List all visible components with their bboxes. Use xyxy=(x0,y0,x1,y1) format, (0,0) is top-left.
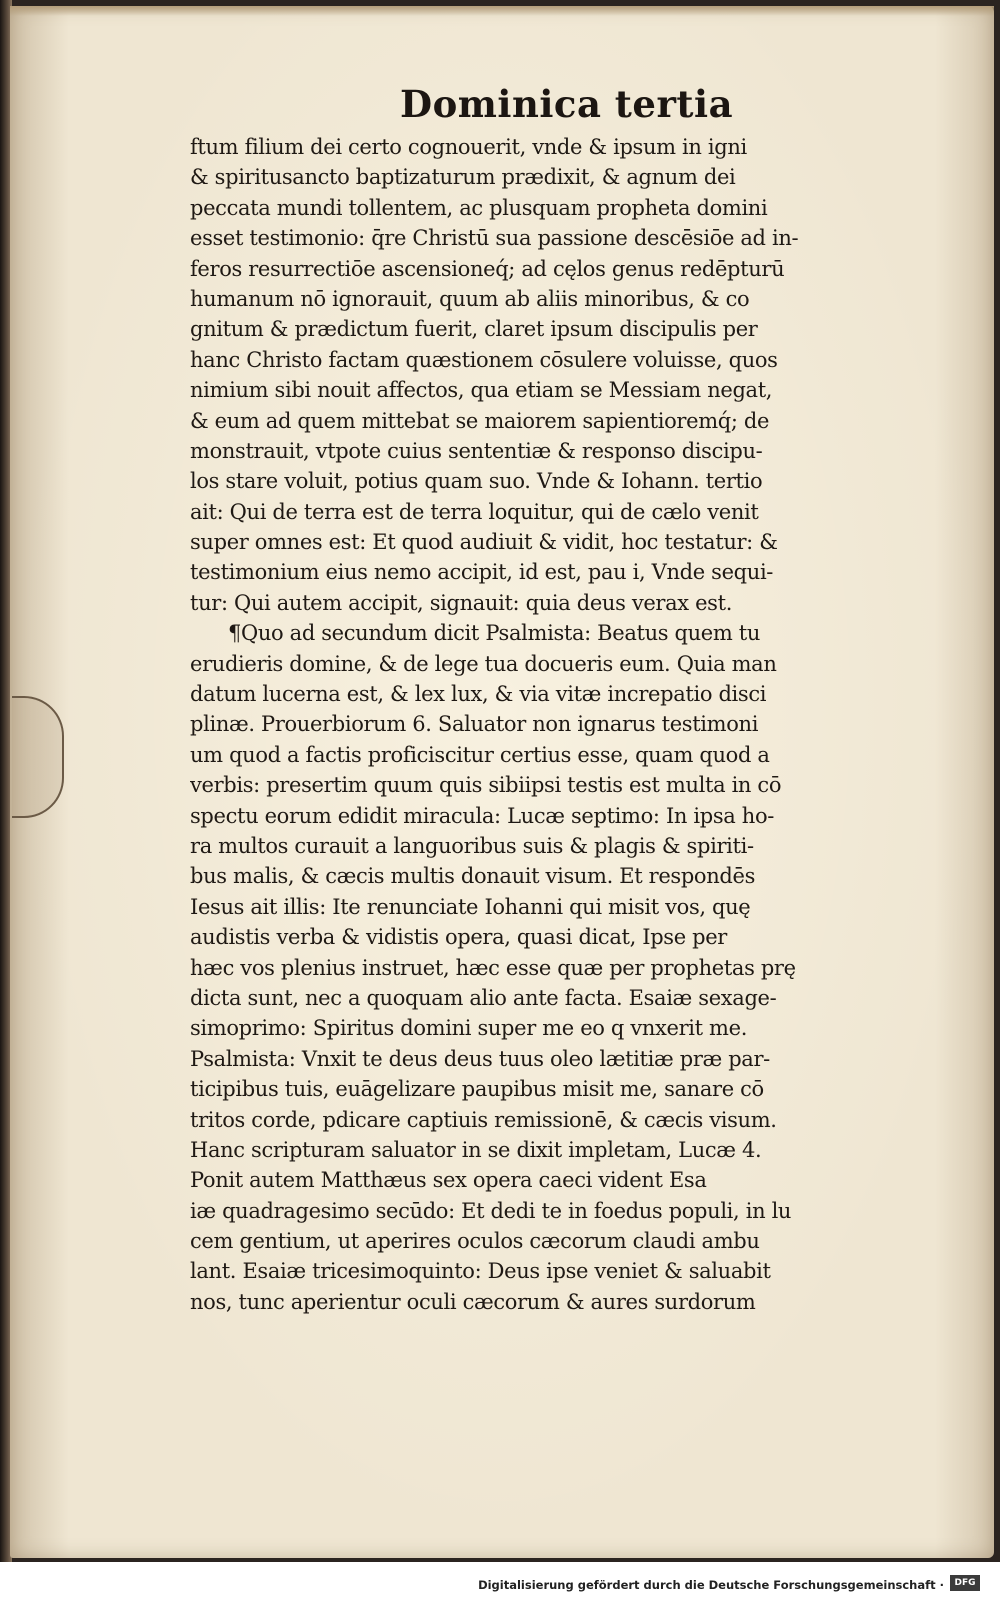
text-line: lant. Esaiæ tricesimoquinto: Deus ipse veniet & saluabit xyxy=(190,1259,771,1284)
text-line: nos, tunc aperientur oculi cæcorum & aures surdorum xyxy=(190,1289,756,1314)
text-line: hanc Christo factam quæstionem cōsulere voluisse, quos xyxy=(190,347,778,372)
binding-tab xyxy=(12,696,64,818)
text-line: ra multos curauit a languoribus suis & plagis & spiriti- xyxy=(190,833,754,858)
text-line: monstrauit, vtpote cuius sententiæ & responso discipu- xyxy=(190,438,763,463)
text-line: tur: Qui autem accipit, signauit: quia deus verax est. xyxy=(190,590,733,615)
text-line: verbis: presertim quum quis sibiipsi testis est multa in cō xyxy=(190,773,782,798)
text-line: tritos corde, pdicare captiuis remissionē, & cæcis visum. xyxy=(190,1107,777,1132)
running-header: Dominica tertia xyxy=(400,82,734,126)
text-line: gnitum & prædictum fuerit, claret ipsum discipulis per xyxy=(190,317,758,342)
text-line: audistis verba & vidistis opera, quasi dicat, Ipse per xyxy=(190,925,727,950)
page-top-edge xyxy=(10,6,994,16)
text-line: cem gentium, ut aperires oculos cæcorum claudi ambu xyxy=(190,1229,760,1254)
text-line: iæ quadragesimo secūdo: Et dedi te in foedus populi, in lu xyxy=(190,1198,792,1223)
text-line: erudieris domine, & de lege tua docueris eum. Quia man xyxy=(190,651,777,676)
text-line: Hanc scripturam saluator in se dixit impletam, Lucæ 4. xyxy=(190,1137,762,1162)
text-line: Psalmista: Vnxit te deus deus tuus oleo lætitiæ præ par- xyxy=(190,1046,770,1071)
text-line: dicta sunt, nec a quoquam alio ante facta. Esaiæ sexage- xyxy=(190,985,777,1010)
text-line: simoprimo: Spiritus domini super me eo q vnxerit me. xyxy=(190,1016,748,1041)
text-line: humanum nō ignorauit, quum ab aliis minoribus, & co xyxy=(190,286,750,311)
text-line: hæc vos plenius instruet, hæc esse quæ per prophetas prę xyxy=(190,955,796,980)
text-line: ait: Qui de terra est de terra loquitur, qui de cælo venit xyxy=(190,499,759,524)
dfg-logo: DFG xyxy=(950,1575,980,1591)
paragraph-start-line: ¶Quo ad secundum dicit Psalmista: Beatus quem tu xyxy=(228,621,761,646)
text-line: ticipibus tuis, euāgelizare paupibus misit me, sanare cō xyxy=(190,1077,764,1102)
text-line: & eum ad quem mittebat se maiorem sapientioremq́; de xyxy=(190,408,770,433)
text-line: um quod a factis proficiscitur certius esse, quam quod a xyxy=(190,742,770,767)
text-line: plinæ. Prouerbiorum 6. Saluator non ignarus testimoni xyxy=(190,712,759,737)
text-line: ftum filium dei certo cognouerit, vnde & ipsum in igni xyxy=(190,135,747,159)
text-line: Ponit autem Matthæus sex opera caeci vident Esa xyxy=(190,1168,707,1193)
text-line: super omnes est: Et quod audiuit & vidit, hoc testatur: & xyxy=(190,530,778,555)
text-line: feros resurrectiōe ascensioneq́; ad cęlos genus redēpturū xyxy=(190,256,785,281)
text-line: testimonium eius nemo accipit, id est, pau i, Vnde sequi- xyxy=(190,560,774,585)
text-line: bus malis, & cæcis multis donauit visum. Et respondēs xyxy=(190,864,756,889)
text-line: spectu eorum edidit miracula: Lucæ septimo: In ipsa ho- xyxy=(190,803,774,828)
text-line: nimium sibi nouit affectos, qua etiam se Messiam negat, xyxy=(190,378,773,403)
text-line: esset testimonio: q̄re Christū sua passione descēsiōe ad in- xyxy=(190,226,799,251)
text-line: los stare voluit, potius quam suo. Vnde & Iohann. tertio xyxy=(190,469,763,494)
text-line: Iesus ait illis: Ite renunciate Iohanni qui misit vos, quę xyxy=(190,894,751,919)
text-line: peccata mundi tollentem, ac plusquam propheta domini xyxy=(190,195,768,220)
text-line: & spiritusancto baptizaturum prædixit, & agnum dei xyxy=(190,165,736,190)
text-line: datum lucerna est, & lex lux, & via vitæ increpatio disci xyxy=(190,682,767,707)
body-text xyxy=(190,132,868,1317)
funding-credit: Digitalisierung gefördert durch die Deutsche Forschungsgemeinschaft · xyxy=(478,1578,944,1592)
